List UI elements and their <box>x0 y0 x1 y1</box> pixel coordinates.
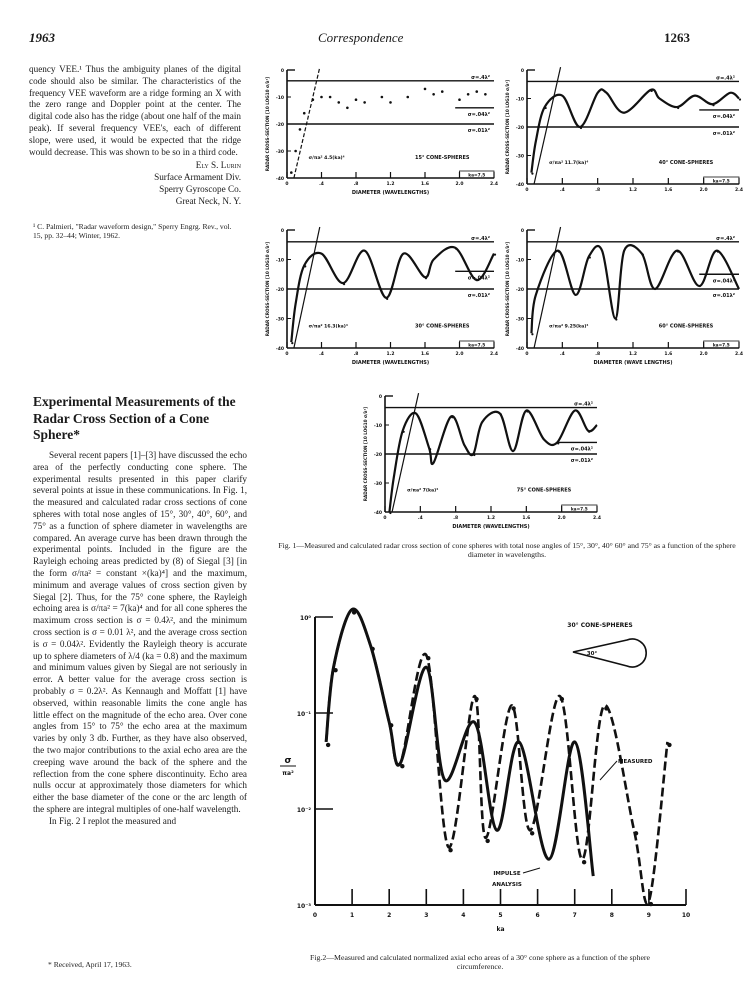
svg-text:-30: -30 <box>373 482 382 487</box>
svg-text:8: 8 <box>609 912 614 919</box>
svg-text:ka=7.5: ka=7.5 <box>468 343 486 349</box>
svg-text:RADAR CROSS-SECTION [10 LOG10: RADAR CROSS-SECTION [10 LOG10 σ/λ²] <box>363 406 368 502</box>
svg-text:40° CONE-SPHERES: 40° CONE-SPHERES <box>658 160 714 167</box>
fig1-plot-40deg <box>502 62 747 202</box>
svg-text:IMPULSE: IMPULSE <box>493 871 521 877</box>
svg-text:10⁻¹: 10⁻¹ <box>296 711 311 718</box>
svg-text:0: 0 <box>525 352 529 357</box>
svg-text:7: 7 <box>572 912 577 919</box>
svg-text:1.2: 1.2 <box>487 516 495 521</box>
svg-text:1.6: 1.6 <box>664 188 673 193</box>
fig2-plot <box>270 585 700 945</box>
page-header-section: Correspondence <box>318 30 404 45</box>
svg-text:1.2: 1.2 <box>386 182 395 187</box>
fig1-plot-15deg <box>262 62 502 202</box>
svg-text:-40: -40 <box>275 177 284 182</box>
svg-text:σ/πa² 11.7(ka)⁴: σ/πa² 11.7(ka)⁴ <box>549 161 589 167</box>
svg-text:2.0: 2.0 <box>557 516 566 521</box>
svg-text:2.0: 2.0 <box>699 188 708 193</box>
svg-text:-10: -10 <box>275 96 284 101</box>
affiliation-line: Surface Armament Div. <box>154 172 241 183</box>
svg-text:DIAMETER (WAVELENGTHS): DIAMETER (WAVELENGTHS) <box>351 190 430 196</box>
svg-text:-20: -20 <box>373 453 382 458</box>
svg-text:σ=.04λ²: σ=.04λ² <box>712 113 735 120</box>
svg-text:σ/πa² 9.25(ka)⁴: σ/πa² 9.25(ka)⁴ <box>549 324 589 330</box>
svg-text:0: 0 <box>378 395 382 400</box>
author-name: Ely S. Lurin <box>195 160 241 171</box>
chart-svg <box>502 62 747 202</box>
svg-text:-30: -30 <box>515 154 524 160</box>
svg-text:.8: .8 <box>595 188 601 193</box>
affiliation-line: Sperry Gyroscope Co. <box>159 183 241 194</box>
svg-text:σ=.04λ²: σ=.04λ² <box>570 446 593 453</box>
received-footnote: * Received, April 17, 1963. <box>48 960 132 969</box>
svg-text:ka: ka <box>496 926 505 933</box>
svg-text:σ=.4λ²: σ=.4λ² <box>716 75 735 82</box>
svg-text:DIAMETER (WAVELENGTHS): DIAMETER (WAVELENGTHS) <box>351 360 430 366</box>
svg-text:2.0: 2.0 <box>699 352 708 357</box>
svg-text:1.6: 1.6 <box>522 516 531 521</box>
svg-text:-10: -10 <box>275 258 284 264</box>
svg-text:ka=7.5: ka=7.5 <box>712 343 730 349</box>
svg-text:-10: -10 <box>373 424 382 429</box>
fig1-plot-60deg <box>502 222 747 372</box>
svg-text:RADAR CROSS-SECTION [10 LOG10: RADAR CROSS-SECTION [10 LOG10 σ/λ²] <box>265 76 270 172</box>
svg-text:σ=.4λ²: σ=.4λ² <box>471 235 490 242</box>
svg-text:0: 0 <box>520 69 524 74</box>
svg-text:60° CONE-SPHERES: 60° CONE-SPHERES <box>658 323 714 330</box>
svg-text:σ=.04λ²: σ=.04λ² <box>467 111 490 118</box>
prev-article-text <box>29 64 241 241</box>
svg-text:4: 4 <box>461 912 466 919</box>
svg-text:σ=.01λ²: σ=.01λ² <box>467 293 490 299</box>
svg-text:σ=.01λ²: σ=.01λ² <box>712 293 735 299</box>
svg-text:-40: -40 <box>373 511 382 516</box>
svg-text:2.4: 2.4 <box>735 352 743 357</box>
chart-svg <box>262 222 502 372</box>
chart-svg <box>270 585 700 945</box>
svg-text:.8: .8 <box>353 182 359 187</box>
svg-text:σ/πa² 16.3(ka)⁴: σ/πa² 16.3(ka)⁴ <box>308 324 348 330</box>
svg-text:RADAR CROSS-SECTION [10 LOG10: RADAR CROSS-SECTION [10 LOG10 σ/λ²] <box>265 241 270 337</box>
svg-text:30° CONE-SPHERES: 30° CONE-SPHERES <box>414 323 470 330</box>
svg-text:9: 9 <box>646 912 651 919</box>
svg-text:σ=.4λ²: σ=.4λ² <box>716 235 735 242</box>
svg-text:0: 0 <box>520 229 524 234</box>
svg-text:-40: -40 <box>515 347 524 352</box>
svg-text:-20: -20 <box>275 288 284 293</box>
svg-text:1.6: 1.6 <box>664 352 673 357</box>
svg-text:σ=.4λ²: σ=.4λ² <box>471 74 490 81</box>
svg-text:RADAR CROSS-SECTION [10 LOG10: RADAR CROSS-SECTION [10 LOG10 σ/λ²] <box>505 79 510 175</box>
svg-text:.4: .4 <box>319 352 324 357</box>
svg-text:σ=.01λ²: σ=.01λ² <box>570 458 593 464</box>
svg-text:.4: .4 <box>417 516 423 521</box>
svg-text:σ=.01λ²: σ=.01λ² <box>712 131 735 137</box>
article-title: Experimental Measurements of the Radar Cross Section of a Cone Sphere* <box>33 394 236 442</box>
svg-text:πa²: πa² <box>282 770 294 777</box>
svg-text:1: 1 <box>350 912 355 919</box>
svg-text:.4: .4 <box>559 352 565 357</box>
fig2-caption: Fig.2—Measured and calculated normalized axial echo areas of a 30° cone sphere as a function of the sphere circumference. <box>310 953 650 971</box>
svg-text:2.0: 2.0 <box>455 182 464 187</box>
svg-text:DIAMETER (WAVE LENGTHS): DIAMETER (WAVE LENGTHS) <box>593 360 673 366</box>
svg-text:-20: -20 <box>275 123 284 128</box>
svg-text:6: 6 <box>535 912 540 919</box>
svg-text:MEASURED: MEASURED <box>618 759 653 765</box>
svg-text:0: 0 <box>312 912 318 919</box>
svg-text:2.0: 2.0 <box>455 352 464 357</box>
svg-text:1.6: 1.6 <box>421 182 429 187</box>
svg-text:-40: -40 <box>515 183 524 188</box>
svg-text:.4: .4 <box>319 182 324 187</box>
fig1-plot-75deg <box>360 388 605 536</box>
svg-text:ka=7.5: ka=7.5 <box>468 173 486 179</box>
svg-text:σ/πa² 4.5(ka)⁴: σ/πa² 4.5(ka)⁴ <box>308 156 345 162</box>
svg-text:75° CONE-SPHERES: 75° CONE-SPHERES <box>516 487 572 494</box>
svg-text:.4: .4 <box>559 188 565 193</box>
svg-text:.8: .8 <box>353 352 359 357</box>
svg-text:30°: 30° <box>586 651 598 657</box>
svg-text:1.2: 1.2 <box>629 352 637 357</box>
svg-text:1.6: 1.6 <box>421 352 429 357</box>
svg-text:2.4: 2.4 <box>593 516 601 521</box>
svg-text:10⁻³: 10⁻³ <box>296 903 311 910</box>
svg-text:-30: -30 <box>275 317 284 323</box>
signature-block <box>29 160 241 207</box>
svg-text:DIAMETER (WAVELENGTHS): DIAMETER (WAVELENGTHS) <box>452 524 530 530</box>
svg-text:-30: -30 <box>515 317 524 323</box>
svg-text:2.4: 2.4 <box>490 182 498 187</box>
svg-text:0: 0 <box>280 229 284 234</box>
svg-text:σ=.04λ²: σ=.04λ² <box>712 278 735 285</box>
fig1-caption: Fig. 1—Measured and calculated radar cross section of cone spheres with total nose angles of 15°, 30°, 40° 60° and 75° as a function of the sphere diameter in wavelengths. <box>278 541 736 559</box>
svg-text:σ=.4λ²: σ=.4λ² <box>574 401 593 408</box>
svg-text:0: 0 <box>280 69 284 74</box>
chart-svg <box>502 222 747 372</box>
svg-text:5: 5 <box>498 912 503 919</box>
svg-text:10⁰: 10⁰ <box>300 615 311 622</box>
svg-text:-40: -40 <box>275 347 284 352</box>
page-number: 1263 <box>664 30 690 45</box>
prev-article-paragraph: quency VEE.¹ Thus the ambiguity planes of the digital code should also be similar. The characteristics of the frequency VEE waveform are a ridge forming an X with the zero range and Doppler point at the center. The digital code also has the ridge (about one half of the main peak). If several frequency VEE's, each of different slope, were used, it would be expected that the ridge would decrease. This was shown to be so in a third code. <box>29 64 241 157</box>
svg-text:3: 3 <box>424 912 429 919</box>
chart-svg <box>360 388 605 536</box>
svg-text:σ=.04λ²: σ=.04λ² <box>467 275 490 282</box>
svg-text:-20: -20 <box>515 288 524 293</box>
svg-text:σ: σ <box>284 756 292 766</box>
svg-text:ka=7.5: ka=7.5 <box>570 507 588 513</box>
svg-text:2.4: 2.4 <box>490 352 498 357</box>
fig1-plot-30deg <box>262 222 502 372</box>
svg-text:σ/πa² 7(ka)⁴: σ/πa² 7(ka)⁴ <box>407 488 439 494</box>
article-paragraph: Several recent papers [1]–[3] have discussed the echo area of the perfectly conducting cone sphere. The experimental results presented in this paper clarify several points at issue in these communications. In Fig. 1, the measured and calculated radar cross sections of cone spheres with total nose angles of 15°, 30°, 40°, 60°, and 75° as a function of sphere diameter in wavelengths are compared. An average curve has been drawn through the experimental points. Included in the figure are the Rayleigh echoing areas predicted by (8) of Siegal [3] [in the form σ/πa² = constant ×(ka)⁴] and the maximum, minimum and average values of cross section given by Siegal [2]. Thus, for the 75° cone sphere, the Rayleigh echoing area is σ/πa² = 7(ka)⁴ and for all cone spheres the maximum cross section is σ = 0.4λ², and the minimum cross section is σ = 0.01 λ², and the average cross section is σ = 0.04λ². Evidently the Rayleigh theory is accurate up to sphere diameters of λ/4 (ka = 0.8) and the maximum and minimum values given by Siegal are not seriously in error. A better value for the average cross section is probably σ = 0.2λ². As Kennaugh and Moffatt [1] have observed, within reasonable limits the cone angle has little effect on the magnitude of the echo area. Over cone angles from 15° to 75° the echo area at the maximum varies by only 3 db. Further, as they have also observed, the two major contributions to the axial echo area are the creeping wave around the back of the sphere and the reflection from the cone sphere discontinuity. Echo area nulls occur at approximately those diameters for which either the base diameter of the cone or the arc length of the sphere are integral multiples of one-half wavelength. <box>33 450 247 814</box>
article-body <box>33 450 247 828</box>
svg-text:10: 10 <box>681 912 691 919</box>
svg-text:2: 2 <box>387 912 392 919</box>
svg-text:1.2: 1.2 <box>629 188 637 193</box>
svg-text:.8: .8 <box>595 352 601 357</box>
svg-text:30° CONE-SPHERES: 30° CONE-SPHERES <box>567 622 633 629</box>
svg-text:-10: -10 <box>515 258 524 264</box>
svg-text:1.2: 1.2 <box>386 352 395 357</box>
svg-text:0: 0 <box>285 352 289 357</box>
svg-text:0: 0 <box>383 516 387 521</box>
article-paragraph: In Fig. 2 I replot the measured and <box>49 815 177 826</box>
svg-text:-20: -20 <box>515 126 524 131</box>
svg-text:.8: .8 <box>453 516 459 521</box>
svg-text:ANALYSIS: ANALYSIS <box>492 882 522 888</box>
chart-svg <box>262 62 502 202</box>
svg-text:-30: -30 <box>275 150 284 155</box>
svg-text:-10: -10 <box>515 97 524 103</box>
page-header-year: 1963 <box>29 30 55 45</box>
footnote: ¹ C. Palmieri, "Radar waveform design," Sperry Engrg. Rev., vol. 15, pp. 32–44; Winter, 1962. <box>33 221 232 241</box>
svg-text:σ=.01λ²: σ=.01λ² <box>467 128 490 134</box>
svg-text:10⁻²: 10⁻² <box>296 807 311 814</box>
svg-text:ka=7.5: ka=7.5 <box>712 179 730 185</box>
svg-text:2.4: 2.4 <box>735 188 743 193</box>
svg-text:0: 0 <box>285 182 289 187</box>
affiliation-line: Great Neck, N. Y. <box>175 195 241 206</box>
svg-text:0: 0 <box>525 188 529 193</box>
svg-text:15° CONE-SPHERES: 15° CONE-SPHERES <box>414 155 470 162</box>
svg-text:RADAR CROSS-SECTION [10 LOG10: RADAR CROSS-SECTION [10 LOG10 σ/λ²] <box>505 241 510 337</box>
